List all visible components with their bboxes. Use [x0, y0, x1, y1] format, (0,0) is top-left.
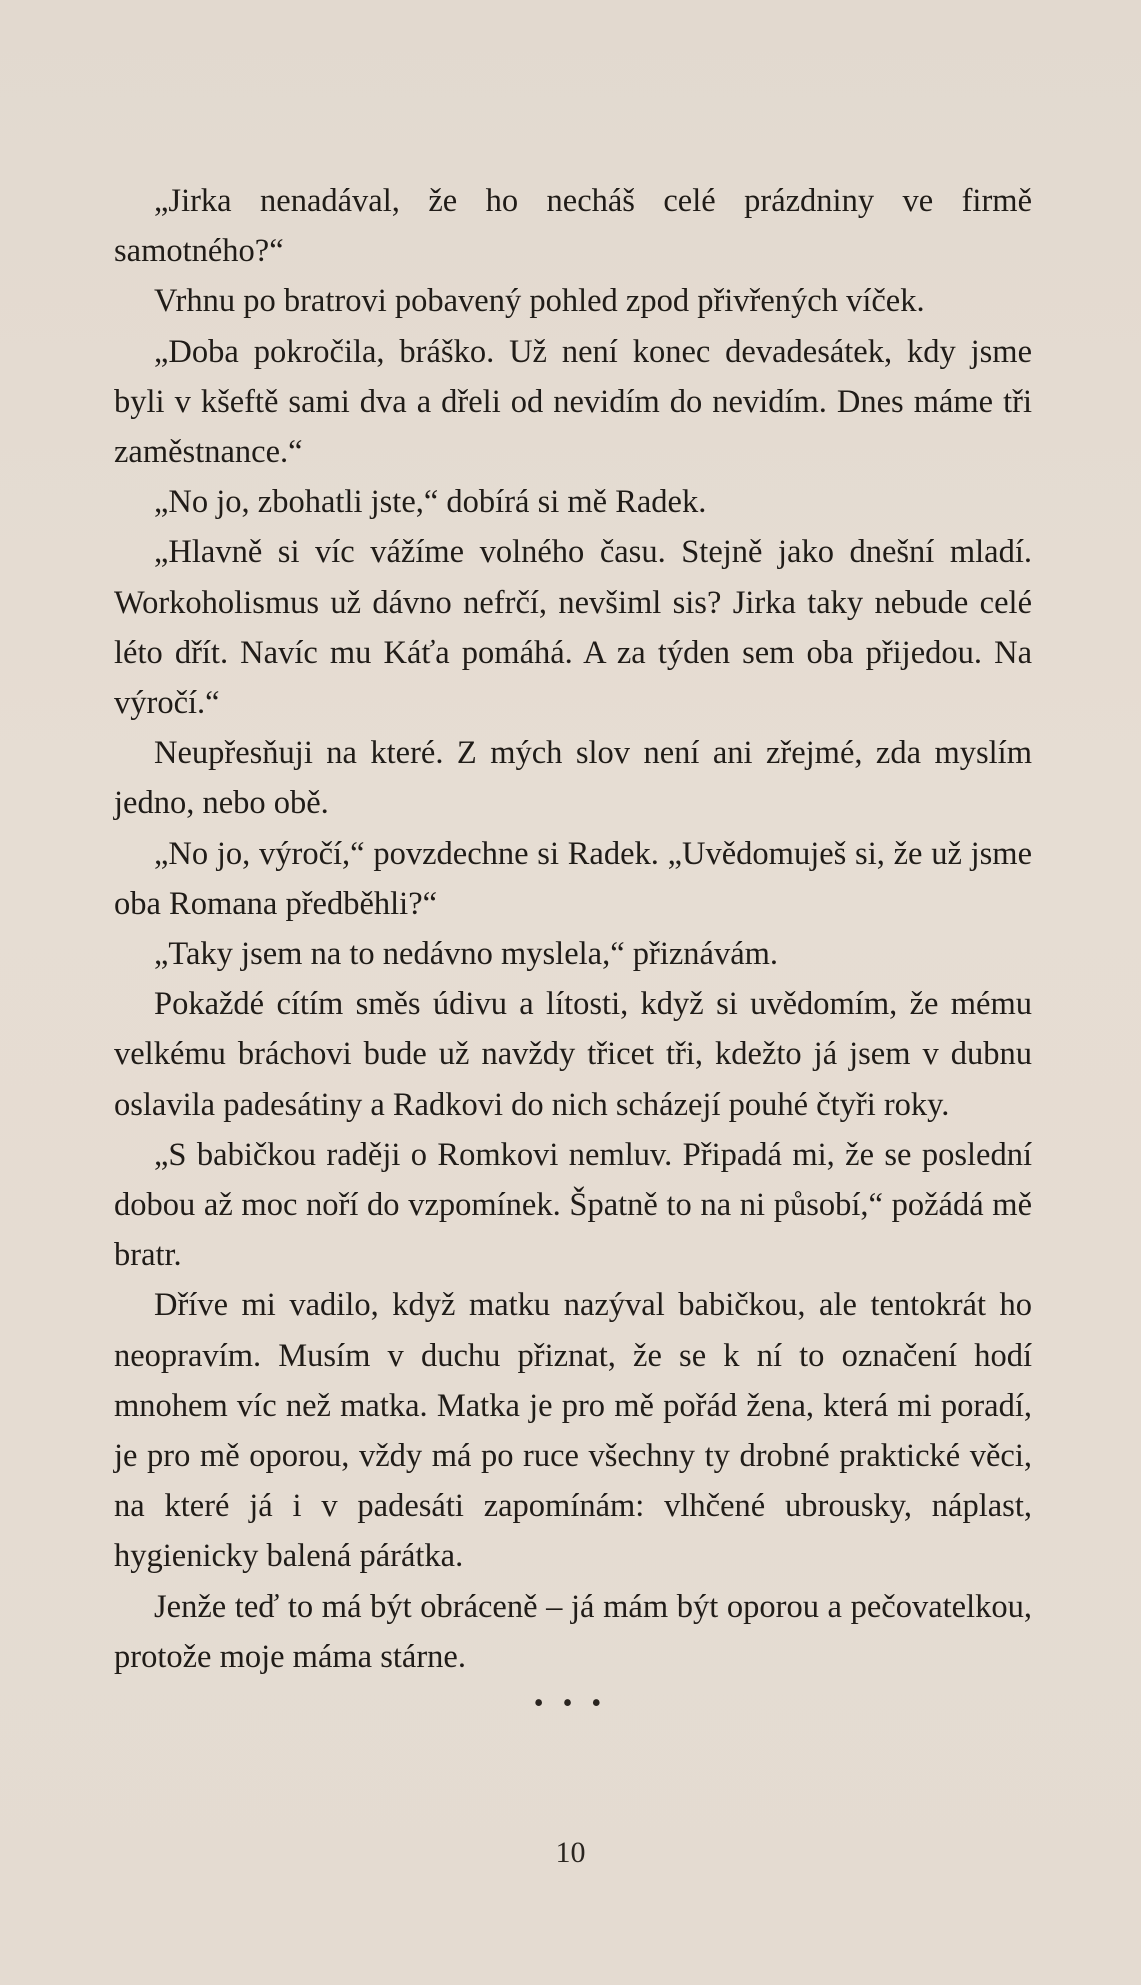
paragraph: Pokaždé cítím směs údivu a lítosti, když si uvědomím, že mému velkému bráchovi bude už navždy třicet tři, kdežto já jsem v dubnu oslavila padesátiny a Radkovi do nich scházejí pouhé čtyři roky.: [114, 986, 1032, 1123]
page-number: 10: [555, 1836, 586, 1869]
paragraph: „S babičkou raději o Romkovi nemluv. Připadá mi, že se poslední dobou až moc noří do vzpomínek. Špatně to na ni působí,“ požádá mě bratr.: [114, 1136, 1032, 1274]
paragraph: „No jo, výročí,“ povzdechne si Radek. „Uvědomuješ si, že už jsme oba Romana předběhli?“: [114, 835, 1032, 922]
paragraph: „Jirka nenadával, že ho necháš celé prázdniny ve firmě samotného?“: [114, 183, 1032, 270]
paragraph: Dříve mi vadilo, když matku nazýval babičkou, ale tentokrát ho neopravím. Musím v duchu přiznat, že se k ní to označení hodí mnohem víc než matka. Matka je pro mě pořád žena, která mi poradí, je pro mě oporou, vždy má po ruce všechny ty drobné praktické věci, na které já i v padesáti zapomínám: vlhčené ubrousky, náplast, hygienicky balená párátka.: [114, 1287, 1032, 1575]
paragraph: Neupřesňuji na které. Z mých slov není ani zřejmé, zda myslím jedno, nebo obě.: [114, 735, 1032, 822]
paragraph: „Hlavně si víc vážíme volného času. Stejně jako dnešní mladí. Workoholismus už dávno nefrčí, nevšiml sis? Jirka taky nebude celé léto dřít. Navíc mu Káťa pomáhá. A za týden sem oba přijedou. Na výročí.“: [114, 534, 1032, 722]
body-text: [114, 176, 1032, 1682]
paragraph: Vrhnu po bratrovi pobavený pohled zpod přivřených víček.: [154, 283, 925, 320]
paragraph: Jenže teď to má být obráceně – já mám být oporou a pečovatelkou, protože moje máma stárne.: [114, 1588, 1032, 1675]
paragraph: „No jo, zbohatli jste,“ dobírá si mě Radek.: [154, 484, 707, 521]
section-separator: • • •: [533, 1688, 608, 1719]
paragraph: „Taky jsem na to nedávno myslela,“ přiznávám.: [154, 936, 779, 973]
paragraph: „Doba pokročila, bráško. Už není konec devadesátek, kdy jsme byli v kšeftě sami dva a dřeli od nevidím do nevidím. Dnes máme tři zaměstnance.“: [114, 333, 1032, 471]
